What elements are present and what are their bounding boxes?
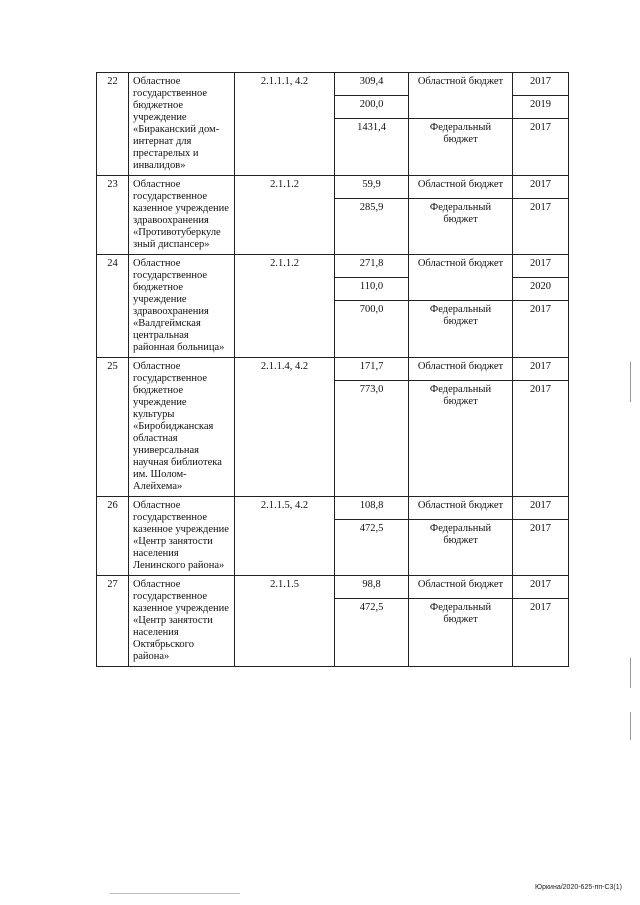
table-row [97,176,569,199]
footer-reference: Юркина/2020-625-пп-С3(1) [535,884,622,891]
program-code: 2.1.1.5 [235,576,335,667]
budget-table-body [97,73,569,667]
funding-source: Федеральный бюджет [409,599,513,667]
institution-name: Областное государственное бюджетное учреждение культуры «Биробиджанская областная универсальная научная библиотека им. Шолом-Алейхема» [129,358,235,497]
year-cell: 2017 [513,520,569,576]
amount-cell: 472,5 [335,599,409,667]
amount-cell: 200,0 [335,96,409,119]
amount-cell: 285,9 [335,199,409,255]
year-cell: 2017 [513,576,569,599]
year-cell: 2017 [513,176,569,199]
year-cell: 2017 [513,73,569,96]
funding-source: Областной бюджет [409,176,513,199]
institution-name: Областное государственное казенное учреждение «Центр занятости населения Ленинского района» [129,497,235,576]
table-row [97,255,569,278]
amount-cell: 271,8 [335,255,409,278]
amount-cell: 171,7 [335,358,409,381]
funding-source: Федеральный бюджет [409,119,513,176]
year-cell: 2020 [513,278,569,301]
amount-cell: 700,0 [335,301,409,358]
year-cell: 2017 [513,119,569,176]
year-cell: 2019 [513,96,569,119]
amount-cell: 59,9 [335,176,409,199]
amount-cell: 108,8 [335,497,409,520]
program-code: 2.1.1.1, 4.2 [235,73,335,176]
funding-source: Федеральный бюджет [409,381,513,497]
year-cell: 2017 [513,199,569,255]
row-number: 25 [97,358,129,497]
scan-mark-right-3 [630,712,631,740]
funding-source: Областной бюджет [409,255,513,301]
table-row [97,576,569,599]
amount-cell: 110,0 [335,278,409,301]
program-code: 2.1.1.2 [235,255,335,358]
row-number: 27 [97,576,129,667]
institution-name: Областное государственное бюджетное учреждение здравоохранения «Валдгеймская центральная районная больница» [129,255,235,358]
program-code: 2.1.1.4, 4.2 [235,358,335,497]
funding-source: Областной бюджет [409,73,513,119]
amount-cell: 98,8 [335,576,409,599]
table-row [97,358,569,381]
funding-source: Федеральный бюджет [409,520,513,576]
amount-cell: 1431,4 [335,119,409,176]
scan-mark-right-2 [630,658,631,688]
year-cell: 2017 [513,255,569,278]
institution-name: Областное государственное бюджетное учреждение «Бираканский дом-интернат для престарелых и инвалидов» [129,73,235,176]
institution-name: Областное государственное казенное учреждение «Центр занятости населения Октябрьского района» [129,576,235,667]
row-number: 26 [97,497,129,576]
row-number: 23 [97,176,129,255]
year-cell: 2017 [513,599,569,667]
funding-source: Областной бюджет [409,576,513,599]
scan-mark-bottom [110,893,240,894]
year-cell: 2017 [513,497,569,520]
year-cell: 2017 [513,358,569,381]
amount-cell: 309,4 [335,73,409,96]
year-cell: 2017 [513,301,569,358]
year-cell: 2017 [513,381,569,497]
amount-cell: 773,0 [335,381,409,497]
table-row [97,497,569,520]
funding-source: Федеральный бюджет [409,301,513,358]
funding-source: Областной бюджет [409,358,513,381]
table-row [97,73,569,96]
program-code: 2.1.1.5, 4.2 [235,497,335,576]
institution-name: Областное государственное казенное учреждение здравоохранения «Противотуберкуле зный диспансер» [129,176,235,255]
row-number: 24 [97,255,129,358]
amount-cell: 472,5 [335,520,409,576]
budget-table [96,72,569,667]
funding-source: Федеральный бюджет [409,199,513,255]
row-number: 22 [97,73,129,176]
scan-mark-right-1 [630,362,631,402]
program-code: 2.1.1.2 [235,176,335,255]
funding-source: Областной бюджет [409,497,513,520]
